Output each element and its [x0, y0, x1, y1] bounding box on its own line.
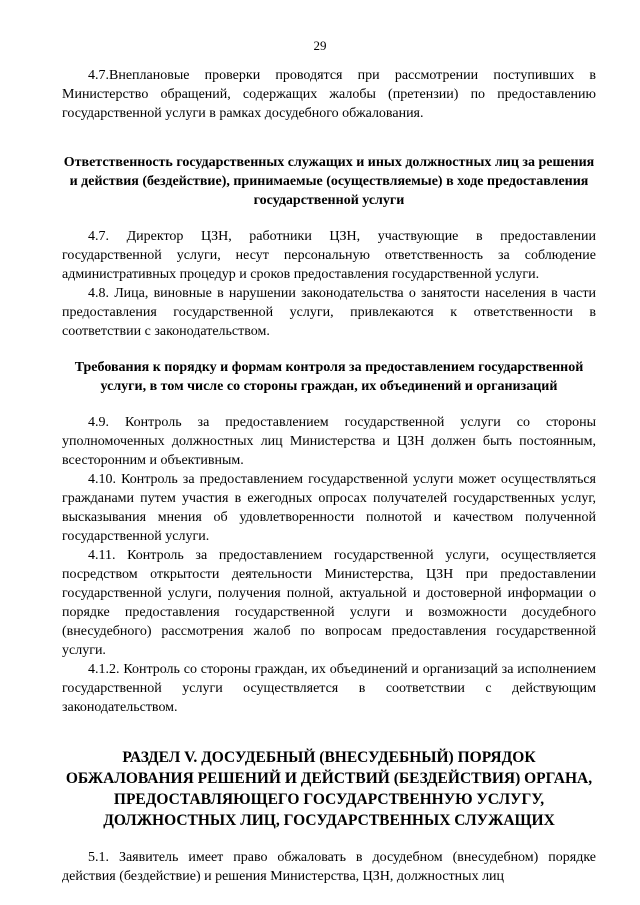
heading-control-requirements: Требования к порядку и формам контроля за предоставлением государственной услуги, в том числе со стороны граждан, их объединений и организаций [74, 360, 584, 394]
paragraph-4-7-director-responsibility: 4.7. Директор ЦЗН, работники ЦЗН, участвующие в предоставлении государственной услуги, несут персональную ответственность за соблюдение административных процедур и сроков предоставления государственной услуги. [62, 229, 596, 282]
spacer [62, 341, 596, 358]
document-body [62, 66, 596, 886]
section-v-heading: РАЗДЕЛ V. ДОСУДЕБНЫЙ (ВНЕСУДЕБНЫЙ) ПОРЯДОК ОБЖАЛОВАНИЯ РЕШЕНИЙ И ДЕЙСТВИЙ (БЕЗДЕЙСТВИЯ) ОРГАНА, ПРЕДОСТАВЛЯЮЩЕГО ГОСУДАРСТВЕННУЮ УСЛУГУ, ДОЛЖНОСТНЫХ ЛИЦ, ГОСУДАРСТВЕННЫХ СЛУЖАЩИХ [65, 749, 593, 829]
paragraph-4-11: 4.11. Контроль за предоставлением государственной услуги, осуществляется посредством открытости деятельности Министерства, ЦЗН при предоставлении государственной услуги, получения полной, актуальной и достоверной информации о порядке предоставления государственной услуги и возможности досудебного (внесудебного) рассмотрения жалоб по вопросам предоставления государственной услуги. [62, 548, 596, 658]
paragraph-4-9: 4.9. Контроль за предоставлением государственной услуги со стороны уполномоченных должностных лиц Министерства и ЦЗН должен быть постоянным, всесторонним и объективным. [62, 415, 596, 468]
page-number: 29 [313, 38, 327, 53]
paragraph-4-1-2: 4.1.2. Контроль со стороны граждан, их объединений и организаций за исполнением государственной услуги осуществляется в соответствии с действующим законодательством. [62, 662, 596, 715]
paragraph-4-7-unscheduled-inspections: 4.7.Внеплановые проверки проводятся при рассмотрении поступивших в Министерство обращений, содержащих жалобы (претензии) по предоставлению государственной услуги в рамках досудебного обжалования. [62, 68, 596, 121]
spacer [62, 210, 596, 227]
paragraph-4-10: 4.10. Контроль за предоставлением государственной услуги может осуществляться гражданами путем участия в ежегодных опросах получателей государственных услуг, высказывания мнения об удовлетворенности полнотой и качеством полученной государственной услуги. [62, 472, 596, 544]
spacer [62, 396, 596, 413]
heading-responsibility: Ответственность государственных служащих и иных должностных лиц за решения и действия (бездействие), принимаемые (осуществляемые) в ходе предоставления государственной услуги [63, 155, 595, 208]
spacer [62, 831, 596, 848]
spacer [62, 123, 596, 153]
paragraph-5-1: 5.1. Заявитель имеет право обжаловать в досудебном (внесудебном) порядке действия (бездействие) и решения Министерства, ЦЗН, должностных лиц [62, 850, 596, 884]
spacer [62, 717, 596, 747]
paragraph-4-8: 4.8. Лица, виновные в нарушении законодательства о занятости населения в части предоставления государственной услуги, привлекаются к ответственности в соответствии с законодательством. [62, 286, 596, 339]
